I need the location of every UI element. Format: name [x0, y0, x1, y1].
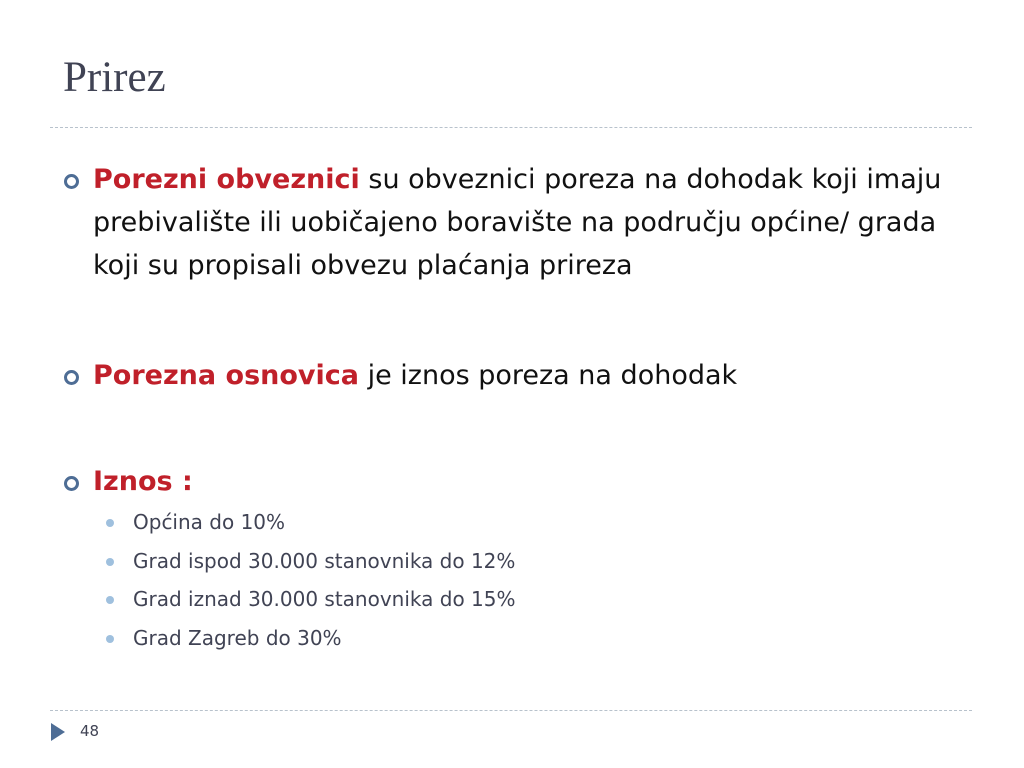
dot-bullet-icon [106, 519, 114, 527]
list-item-text: Grad Zagreb do 30% [133, 625, 342, 650]
bullet-text: je iznos poreza na dohodak [359, 360, 738, 391]
ring-bullet-icon [64, 476, 79, 491]
dot-bullet-icon [106, 635, 114, 643]
list-item [133, 580, 833, 619]
bullet-item-porezni-obveznici [93, 158, 953, 287]
bullet-item-iznos [93, 460, 953, 503]
play-arrow-icon [51, 723, 65, 741]
list-item [133, 619, 833, 658]
slide-title: Prirez [63, 54, 166, 101]
list-item [133, 542, 833, 581]
list-item-text: Grad iznad 30.000 stanovnika do 15% [133, 587, 516, 611]
footer-divider [50, 710, 972, 711]
dot-bullet-icon [106, 596, 114, 604]
bullet-term: Porezni obveznici [93, 164, 360, 195]
list-item-text: Grad ispod 30.000 stanovnika do 12% [133, 548, 516, 573]
bullet-term: Porezna osnovica [93, 360, 359, 391]
list-item [133, 503, 833, 542]
bullet-text: su obveznici poreza na dohodak koji imaju prebivalište ili uobičajeno boravište na području općine/ grada koji su propisali obvezu plaćanja prireza [93, 164, 942, 281]
list-item-text: Općina do 10% [133, 510, 286, 534]
bullet-term: Iznos : [93, 466, 193, 497]
ring-bullet-icon [64, 174, 79, 189]
iznos-sublist [133, 503, 833, 657]
page-number: 48 [80, 722, 100, 740]
dot-bullet-icon [106, 558, 114, 566]
ring-bullet-icon [64, 370, 79, 385]
bullet-item-porezna-osnovica [93, 354, 953, 397]
